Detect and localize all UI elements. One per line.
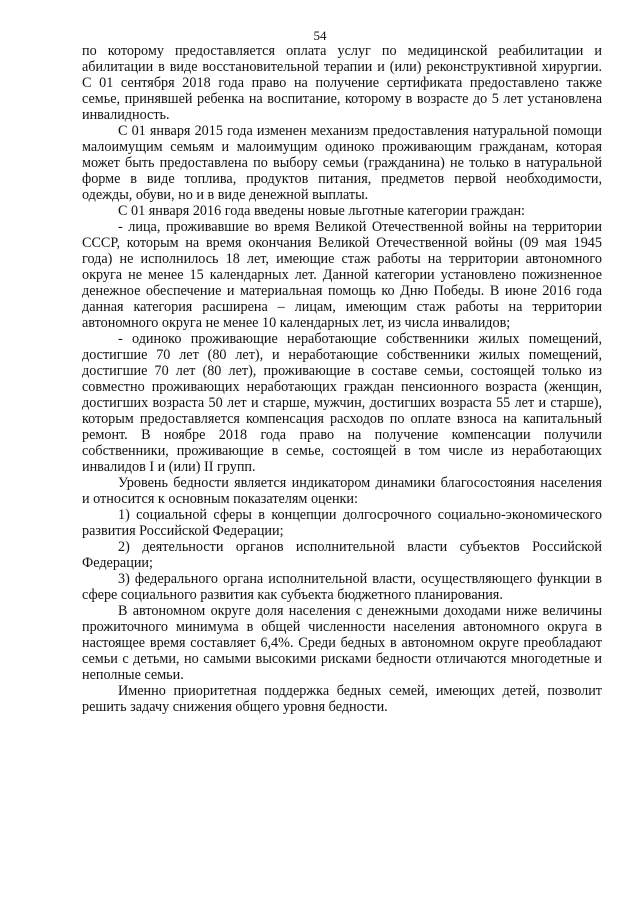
document-body [82,43,602,715]
paragraph-owners-compensation: - одиноко проживающие неработающие собственники жилых помещений, достигшие 70 лет (80 лет), и неработающие собственники жилых помещений, достигшие 70 лет (80 лет), проживающие в составе семьи, состоящей только из совместно проживающих неработающих граждан пенсионного возраста (женщин, достигших возраста 50 лет и старше, мужчин, достигших возраста 55 лет и старше), которым предоставляется компенсация расходов по оплате взноса на капитальный ремонт. В ноябре 2018 года право на получение компенсации получили собственники, проживающие в семье, состоящей в том числе из неработающих инвалидов I и (или) II групп. [82,331,602,475]
paragraph-war-children: - лица, проживавшие во время Великой Отечественной войны на территории СССР, которым на время окончания Великой Отечественной войны (09 мая 1945 года) не исполнилось 18 лет, имеющие стаж работы на территории автономного округа не менее 15 календарных лет. Данной категории установлено пожизненное денежное обеспечение и материальная помощь ко Дню Победы. В июне 2016 года данная категория расширена – лицам, имеющим стаж работы на территории автономного округа не менее 10 календарных лет, из числа инвалидов; [82,219,602,331]
page-number: 54 [313,28,327,43]
list-item-2: 2) деятельности органов исполнительной власти субъектов Российской Федерации; [82,539,602,571]
list-item-3: 3) федерального органа исполнительной власти, осуществляющего функции в сфере социального развития как субъекта бюджетного планирования. [82,571,602,603]
paragraph-conclusion: Именно приоритетная поддержка бедных семей, имеющих детей, позволит решить задачу снижения общего уровня бедности. [82,683,602,715]
paragraph-certificate: по которому предоставляется оплата услуг по медицинской реабилитации и абилитации в виде восстановительной терапии и (или) реконструктивной хирургии. С 01 сентября 2018 года право на получение сертификата предоставлено также семье, принявшей ребенка на воспитание, которому в возрасте до 5 лет установлена инвалидность. [82,43,602,123]
paragraph-poverty-level: Уровень бедности является индикатором динамики благосостояния населения и относится к основным показателям оценки: [82,475,602,507]
paragraph-natural-aid: С 01 января 2015 года изменен механизм предоставления натуральной помощи малоимущим семьям и малоимущим одиноко проживающим гражданам, которая может быть предоставлена по выбору семьи (гражданина) не только в натуральной форме в виде топлива, продуктов питания, предметов первой необходимости, одежды, обуви, но и в виде денежной выплаты. [82,123,602,203]
list-item-1: 1) социальной сферы в концепции долгосрочного социально-экономического развития Российской Федерации; [82,507,602,539]
paragraph-new-categories: С 01 января 2016 года введены новые льготные категории граждан: [118,203,525,219]
paragraph-poverty-share: В автономном округе доля населения с денежными доходами ниже величины прожиточного минимума в общей численности населения автономного округа в настоящее время составляет 6,4%. Среди бедных в автономном округе преобладают семьи с детьми, но самыми высокими рисками бедности отличаются многодетные и неполные семьи. [82,603,602,683]
